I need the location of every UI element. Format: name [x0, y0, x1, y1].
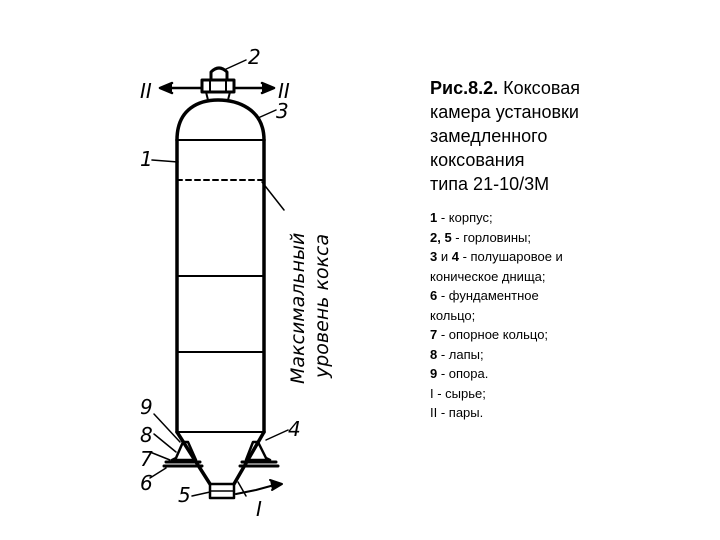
legend-item — [430, 306, 710, 326]
max-level-line1: Максимальный — [287, 232, 309, 384]
caption-line-4: коксования — [430, 150, 525, 170]
legend-number: 9 — [430, 366, 438, 381]
label-2: 2 — [248, 45, 261, 69]
legend-text: - корпус; — [437, 210, 493, 225]
legend-text: - полушаровое и — [458, 249, 563, 264]
label-1: 1 — [140, 147, 153, 171]
bottom-nozzle — [210, 484, 234, 498]
legend-text: кольцо; — [430, 307, 476, 323]
caption-line-2: камера установки — [430, 102, 579, 122]
caption-line-5: типа 21-10/3М — [430, 174, 550, 194]
legend-connector: и — [437, 249, 452, 264]
legend-number: 3 — [430, 249, 438, 264]
legend-item — [430, 384, 710, 404]
label-flow-out-right: II — [278, 79, 290, 103]
legend-item — [430, 208, 710, 228]
legend-item — [430, 286, 710, 306]
legend-number: 1 — [430, 210, 438, 225]
legend-text: - опорное кольцо; — [437, 327, 549, 342]
legend-text: - горловины; — [451, 229, 531, 245]
legend-list — [430, 208, 710, 423]
figure-caption — [430, 76, 710, 196]
caption-figure-number: Рис.8.2. — [430, 78, 499, 98]
top-head — [177, 100, 264, 140]
legend-number: 6 — [430, 288, 438, 303]
legend-item — [430, 364, 710, 384]
legend-number: 8 — [430, 346, 438, 362]
legend-item — [430, 325, 710, 345]
label-flow-in: I — [256, 497, 262, 521]
legend-text: II - пары. — [430, 405, 484, 420]
legend-text: I - сырье; — [430, 385, 486, 401]
support-legs — [166, 442, 276, 462]
top-nozzle — [202, 68, 234, 100]
conical-bottom — [177, 432, 264, 484]
legend-number: 2, 5 — [430, 229, 452, 245]
feed-inlet-arrow — [236, 480, 282, 496]
max-level-line2: уровень кокса — [311, 233, 333, 378]
legend-item — [430, 247, 710, 267]
leader-lines — [150, 60, 288, 496]
legend-item — [430, 345, 710, 365]
legend-text: коническое днища; — [430, 268, 546, 284]
label-7: 7 — [140, 447, 153, 471]
legend-text: - лапы; — [437, 346, 484, 362]
caption-line-3: замедленного — [430, 126, 548, 146]
shell — [177, 140, 264, 432]
legend-item — [430, 228, 710, 248]
label-3: 3 — [276, 99, 289, 123]
label-8: 8 — [140, 423, 153, 447]
legend-text: - фундаментное — [437, 288, 539, 303]
caption-title-start: Коксовая — [498, 78, 581, 98]
max-coke-level-text — [287, 233, 333, 384]
label-5: 5 — [178, 483, 191, 507]
label-6: 6 — [140, 471, 153, 495]
shell-seams — [177, 140, 264, 432]
legend-item — [430, 403, 710, 423]
label-4: 4 — [288, 417, 301, 441]
label-9: 9 — [140, 395, 153, 419]
legend-text: - опора. — [437, 366, 489, 381]
legend-number-2: 4 — [451, 249, 459, 264]
legend-item — [430, 267, 710, 287]
caption-line-1 — [430, 76, 710, 100]
label-flow-out-left: II — [140, 79, 152, 103]
legend-number: 7 — [430, 327, 438, 342]
